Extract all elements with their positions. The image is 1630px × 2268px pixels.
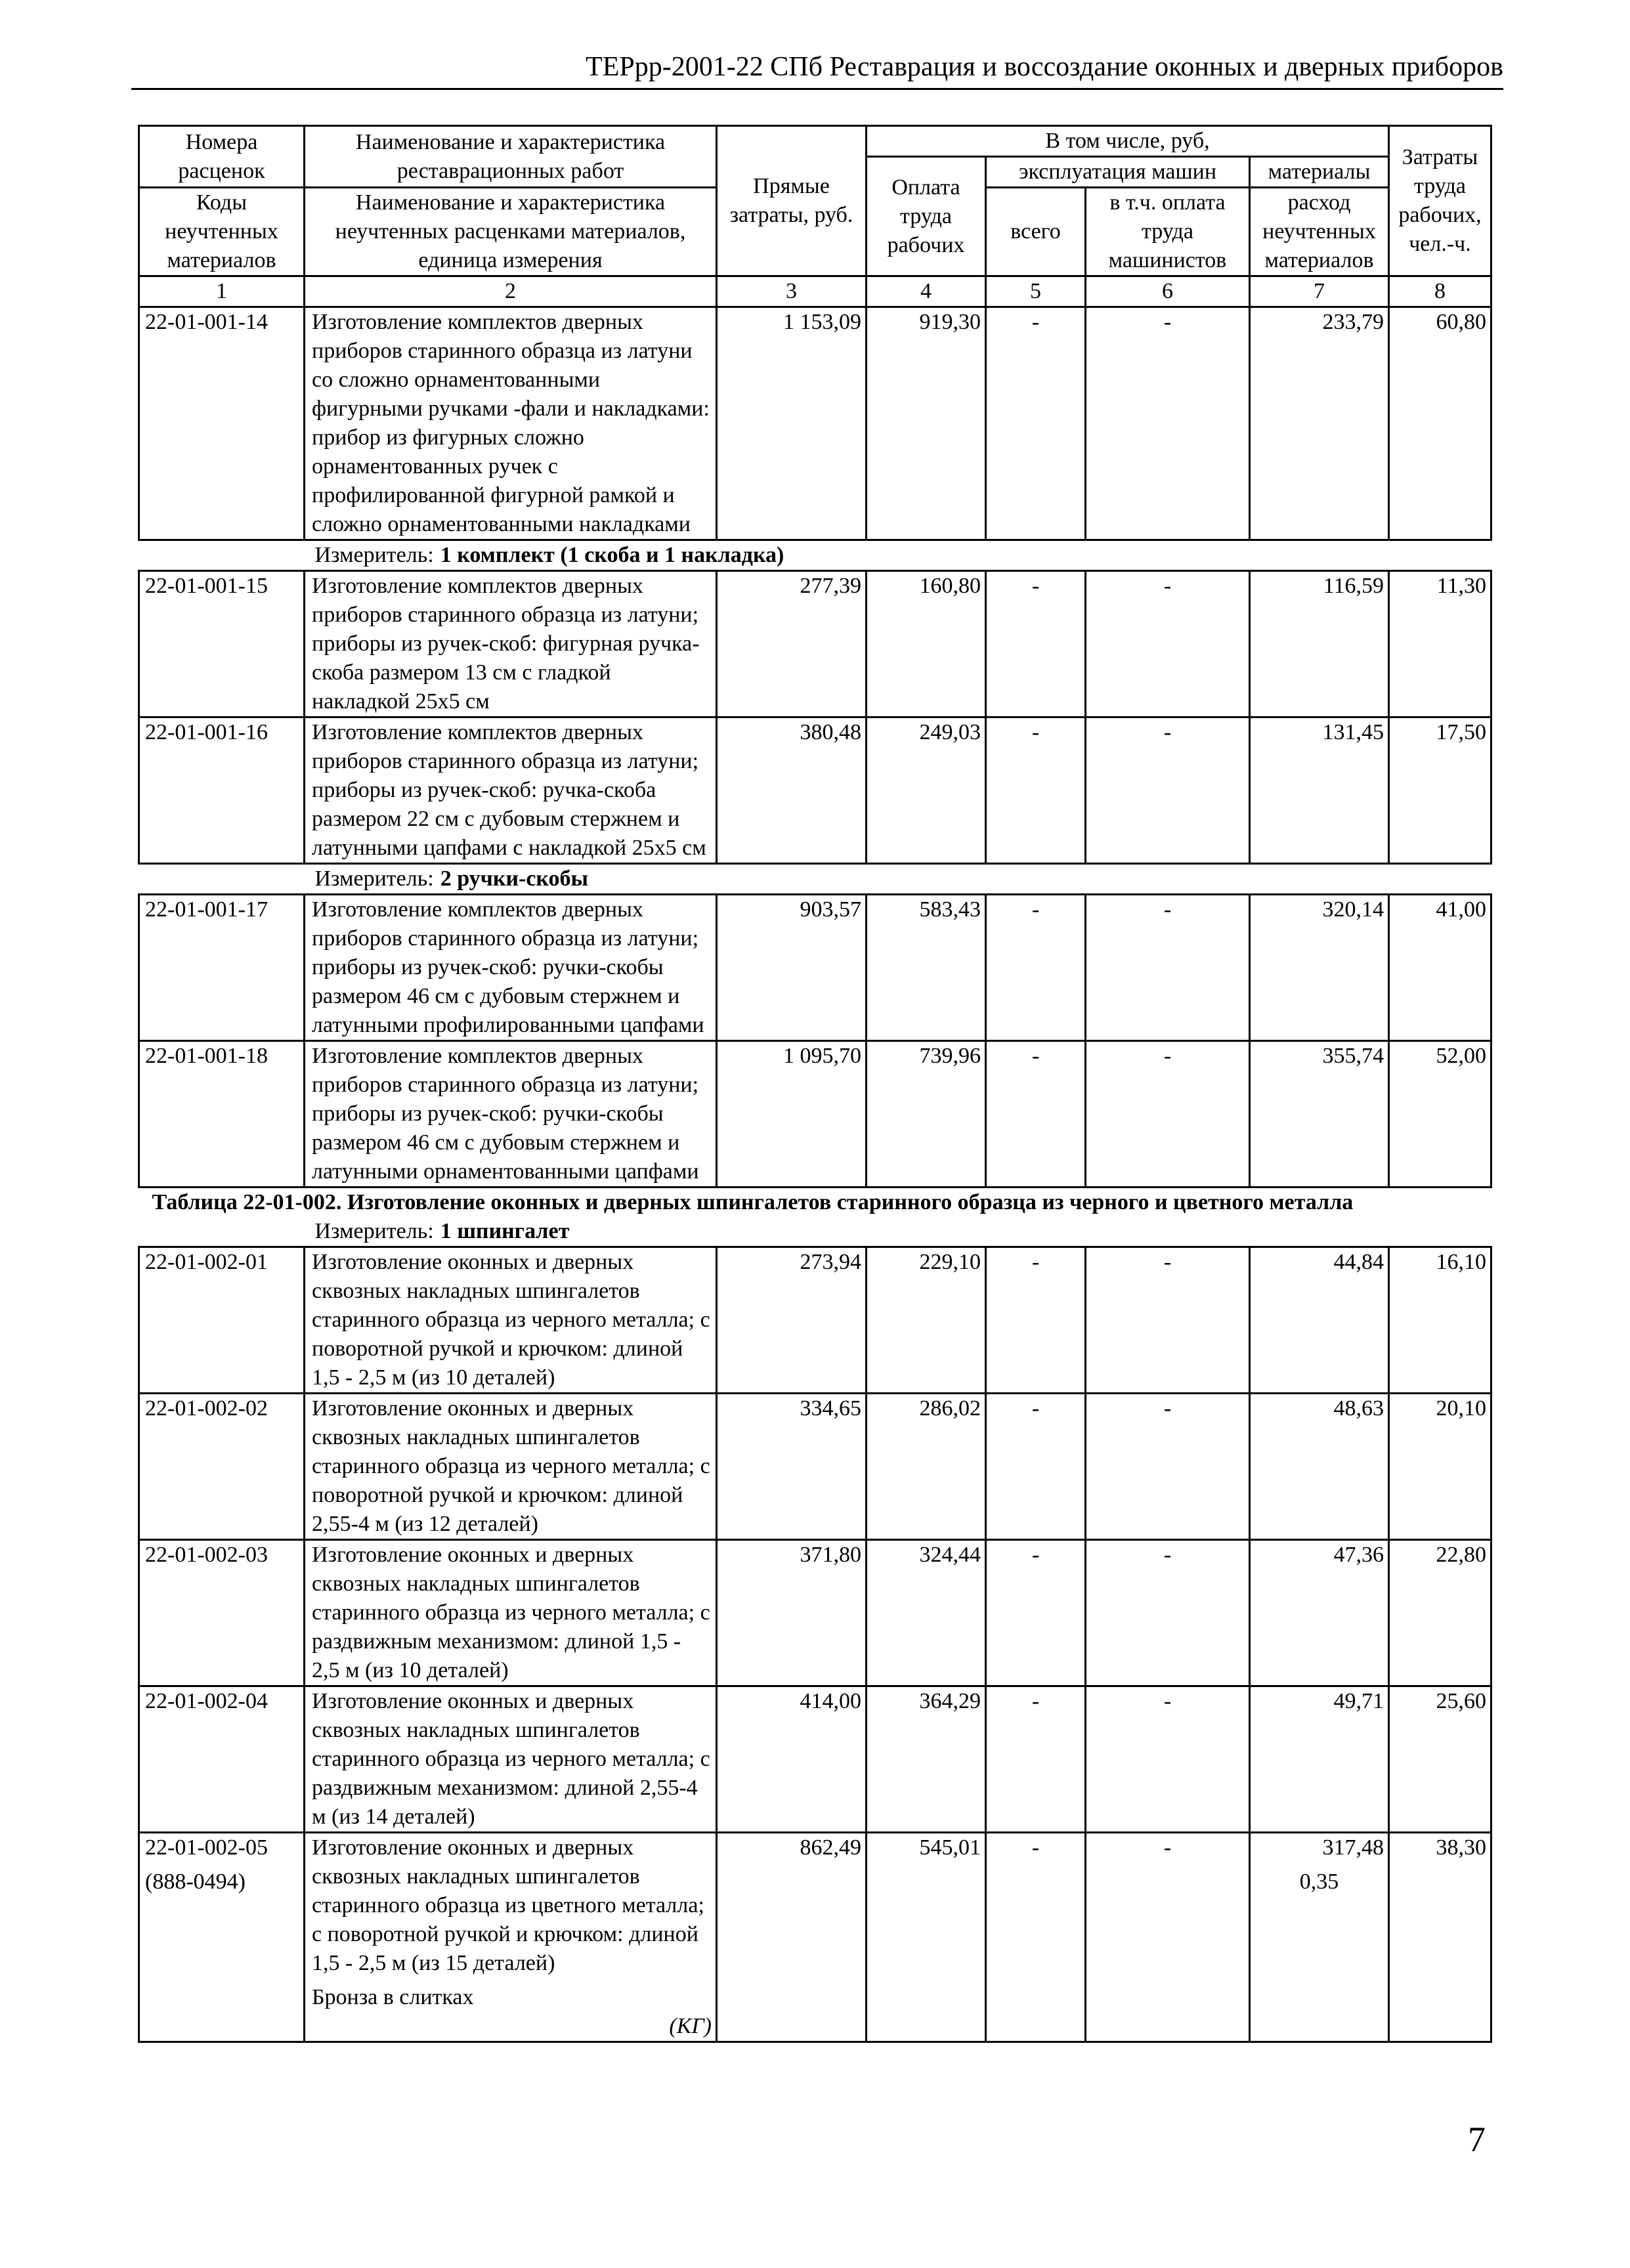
table-title: Таблица 22-01-002. Изготовление оконных и дверных шпингалетов старинного образца из черного и цветного металла (152, 1190, 1354, 1214)
machine-cost: - (986, 1686, 1086, 1833)
measure-value: 2 ручки-скобы (440, 867, 589, 891)
direct-cost: 277,39 (717, 571, 867, 717)
machinist-pay: - (1086, 717, 1250, 864)
table-row (139, 1394, 1491, 1540)
machine-cost: - (986, 1833, 1086, 2042)
measure-unit (305, 864, 1491, 895)
rate-code: 22-01-002-01 (145, 1250, 268, 1274)
work-description: Изготовление оконных и дверных сквозных накладных шпингалетов старинного образца из цветного металла; с поворотной ручкой и крючком: длиной 1,5 - 2,5 м (из 15 деталей) (312, 1835, 704, 1975)
materials-cell (1250, 307, 1389, 540)
worker-pay: 324,44 (867, 1540, 986, 1686)
spacer-cell (139, 864, 305, 895)
rate-code: 22-01-001-18 (145, 1044, 268, 1068)
header-col3: Прямые затраты, руб. (717, 126, 867, 276)
direct-cost: 414,00 (717, 1686, 867, 1833)
work-description-cell (305, 895, 717, 1041)
spacer-cell (139, 1217, 305, 1247)
work-description-cell (305, 1247, 717, 1394)
measure-row (139, 1217, 1491, 1247)
worker-pay: 545,01 (867, 1833, 986, 2042)
machinist-pay: - (1086, 307, 1250, 540)
machine-cost: - (986, 1041, 1086, 1187)
table-row (139, 1540, 1491, 1686)
materials-cell (1250, 1247, 1389, 1394)
machine-cost: - (986, 895, 1086, 1041)
column-number: 5 (986, 276, 1086, 307)
measure-label: Измеритель: (314, 1219, 434, 1243)
direct-cost: 1 153,09 (717, 307, 867, 540)
table-row (139, 1247, 1491, 1394)
header-group: В том числе, руб, (867, 126, 1389, 157)
worker-pay: 249,03 (867, 717, 986, 864)
header-col1-top: Номера расценок (139, 126, 305, 188)
rate-code-cell (139, 1833, 305, 2042)
direct-cost: 371,80 (717, 1540, 867, 1686)
direct-cost: 273,94 (717, 1247, 867, 1394)
work-description: Изготовление комплектов дверных приборов старинного образца из латуни; приборы из ручек-скоб: ручки-скобы размером 46 см с дубовым стержнем и латунными профилированными цапфами (312, 897, 704, 1037)
materials-cost: 317,48 (1322, 1835, 1384, 1860)
machinist-pay: - (1086, 895, 1250, 1041)
machine-cost: - (986, 717, 1086, 864)
materials-cell (1250, 1833, 1389, 2042)
work-description-cell (305, 717, 717, 864)
measure-row (139, 540, 1491, 571)
machine-cost: - (986, 571, 1086, 717)
work-description: Изготовление оконных и дверных сквозных накладных шпингалетов старинного образца из черного металла; с раздвижным механизмом: длиной 1,5 - 2,5 м (из 10 деталей) (312, 1543, 710, 1682)
measure-unit (305, 540, 1491, 571)
materials-cell (1250, 1394, 1389, 1540)
machine-cost: - (986, 1247, 1086, 1394)
machine-cost: - (986, 1540, 1086, 1686)
labor-hours: 41,00 (1389, 895, 1491, 1041)
column-number: 6 (1086, 276, 1250, 307)
materials-cost: 44,84 (1333, 1250, 1384, 1274)
materials-cell (1250, 1686, 1389, 1833)
running-header: ТЕРрр-2001-22 СПб Реставрация и воссоздание оконных и дверных приборов (586, 52, 1503, 82)
header-col7: расход неучтенных материалов (1250, 188, 1389, 276)
work-description: Изготовление комплектов дверных приборов старинного образца из латуни; приборы из ручек-скоб: ручки-скобы размером 46 см с дубовым стержнем и латунными орнаментованными цапфами (312, 1044, 699, 1184)
machinist-pay: - (1086, 1540, 1250, 1686)
header-machines: эксплуатация машин (986, 157, 1250, 188)
page-number: 7 (1468, 2120, 1486, 2159)
header-col5: всего (986, 188, 1086, 276)
machinist-pay: - (1086, 571, 1250, 717)
measure-label: Измеритель: (314, 543, 434, 567)
labor-hours: 17,50 (1389, 717, 1491, 864)
machine-cost: - (986, 307, 1086, 540)
work-description-cell (305, 1394, 717, 1540)
work-description-cell (305, 307, 717, 540)
work-description-cell (305, 1041, 717, 1187)
table-row (139, 571, 1491, 717)
header-materials: материалы (1250, 157, 1389, 188)
table-row (139, 1833, 1491, 2042)
machinist-pay: - (1086, 1686, 1250, 1833)
spacer-cell (139, 540, 305, 571)
rate-code-cell (139, 1394, 305, 1540)
work-description: Изготовление комплектов дверных приборов старинного образца из латуни; приборы из ручек-скоб: ручка-скоба размером 22 см с дубовым стержнем и латунными цапфами с накладкой 25х5 см (312, 720, 706, 860)
measure-label: Измеритель: (314, 867, 434, 891)
column-number: 3 (717, 276, 867, 307)
rate-code-cell (139, 1540, 305, 1686)
labor-hours: 60,80 (1389, 307, 1491, 540)
labor-hours: 25,60 (1389, 1686, 1491, 1833)
header-col1-bottom: Коды неучтенных материалов (139, 188, 305, 276)
materials-cost: 116,59 (1323, 574, 1384, 598)
header-col2-bottom: Наименование и характеристика неучтенных расценками материалов, единица измерения (305, 188, 717, 276)
header-col6: в т.ч. оплата труда машинистов (1086, 188, 1250, 276)
materials-cost: 355,74 (1322, 1044, 1384, 1068)
material-unit: (КГ) (669, 2014, 712, 2038)
worker-pay: 364,29 (867, 1686, 986, 1833)
rate-code: 22-01-002-03 (145, 1543, 268, 1567)
labor-hours: 20,10 (1389, 1394, 1491, 1540)
table-row (139, 307, 1491, 540)
work-description: Изготовление оконных и дверных сквозных накладных шпингалетов старинного образца из черного металла; с поворотной ручкой и крючком: длиной 1,5 - 2,5 м (из 10 деталей) (312, 1250, 710, 1390)
work-description: Изготовление оконных и дверных сквозных накладных шпингалетов старинного образца из черного металла; с поворотной ручкой и крючком: длиной 2,55-4 м (из 12 деталей) (312, 1396, 710, 1536)
table-row (139, 1686, 1491, 1833)
work-description: Изготовление комплектов дверных приборов старинного образца из латуни; приборы из ручек-скоб: фигурная ручка-скоба размером 13 см с гладкой накладкой 25х5 см (312, 574, 700, 714)
column-number: 2 (305, 276, 717, 307)
table-row (139, 895, 1491, 1041)
price-table (138, 125, 1492, 2043)
table-row (139, 717, 1491, 864)
material-name: Бронза в слитках (312, 1985, 474, 2009)
worker-pay: 160,80 (867, 571, 986, 717)
rate-code-cell (139, 571, 305, 717)
rate-code-cell (139, 717, 305, 864)
rate-code-cell (139, 895, 305, 1041)
header-rule (131, 88, 1503, 90)
column-numbers-row (139, 276, 1491, 307)
materials-cell (1250, 571, 1389, 717)
measure-value: 1 комплект (1 скоба и 1 накладка) (440, 543, 784, 567)
materials-cost: 47,36 (1333, 1543, 1384, 1567)
material-code: (888-0494) (145, 1870, 246, 1894)
rate-code-cell (139, 307, 305, 540)
header-col4: Оплата труда рабочих (867, 157, 986, 276)
materials-cost: 233,79 (1322, 310, 1384, 334)
direct-cost: 862,49 (717, 1833, 867, 2042)
rate-code-cell (139, 1247, 305, 1394)
work-description-cell (305, 571, 717, 717)
measure-row (139, 864, 1491, 895)
machinist-pay: - (1086, 1394, 1250, 1540)
labor-hours: 52,00 (1389, 1041, 1491, 1187)
column-number: 7 (1250, 276, 1389, 307)
worker-pay: 229,10 (867, 1247, 986, 1394)
materials-cell (1250, 895, 1389, 1041)
rate-code: 22-01-001-15 (145, 574, 268, 598)
column-number: 8 (1389, 276, 1491, 307)
materials-cell (1250, 1540, 1389, 1686)
direct-cost: 1 095,70 (717, 1041, 867, 1187)
measure-value: 1 шпингалет (440, 1219, 570, 1243)
materials-cell (1250, 1041, 1389, 1187)
direct-cost: 380,48 (717, 717, 867, 864)
materials-cost: 49,71 (1333, 1689, 1384, 1713)
work-description: Изготовление оконных и дверных сквозных накладных шпингалетов старинного образца из черного металла; с раздвижным механизмом: длиной 2,55-4 м (из 14 деталей) (312, 1689, 710, 1829)
header-col8: Затраты труда рабочих, чел.-ч. (1389, 126, 1491, 276)
work-description-cell (305, 1833, 717, 2042)
column-number: 4 (867, 276, 986, 307)
worker-pay: 583,43 (867, 895, 986, 1041)
labor-hours: 38,30 (1389, 1833, 1491, 2042)
work-description: Изготовление комплектов дверных приборов старинного образца из латуни со сложно орнаментованными фигурными ручками -фали и накладками: прибор из фигурных сложно орнаментованных ручек с профилированной фигурной рамкой и сложно орнаментованными накладками (312, 310, 710, 536)
rate-code-cell (139, 1686, 305, 1833)
rate-code: 22-01-002-05 (145, 1835, 268, 1860)
table-row (139, 1041, 1491, 1187)
rate-code: 22-01-002-04 (145, 1689, 268, 1713)
work-description-cell (305, 1540, 717, 1686)
materials-cost: 48,63 (1333, 1396, 1384, 1421)
labor-hours: 22,80 (1389, 1540, 1491, 1686)
machinist-pay: - (1086, 1247, 1250, 1394)
column-number: 1 (139, 276, 305, 307)
rate-code: 22-01-001-16 (145, 720, 268, 744)
worker-pay: 739,96 (867, 1041, 986, 1187)
rate-code: 22-01-001-14 (145, 310, 268, 334)
measure-unit (305, 1217, 1491, 1247)
labor-hours: 16,10 (1389, 1247, 1491, 1394)
materials-cell (1250, 717, 1389, 864)
direct-cost: 903,57 (717, 895, 867, 1041)
labor-hours: 11,30 (1389, 571, 1491, 717)
worker-pay: 919,30 (867, 307, 986, 540)
rate-code-cell (139, 1041, 305, 1187)
worker-pay: 286,02 (867, 1394, 986, 1540)
rate-code: 22-01-002-02 (145, 1396, 268, 1421)
material-quantity: 0,35 (1299, 1870, 1339, 1894)
direct-cost: 334,65 (717, 1394, 867, 1540)
machine-cost: - (986, 1394, 1086, 1540)
machinist-pay: - (1086, 1833, 1250, 2042)
machinist-pay: - (1086, 1041, 1250, 1187)
materials-cost: 320,14 (1322, 897, 1384, 922)
rate-code: 22-01-001-17 (145, 897, 268, 922)
materials-cost: 131,45 (1322, 720, 1384, 744)
header-col2-top: Наименование и характеристика реставрационных работ (305, 126, 717, 188)
work-description-cell (305, 1686, 717, 1833)
